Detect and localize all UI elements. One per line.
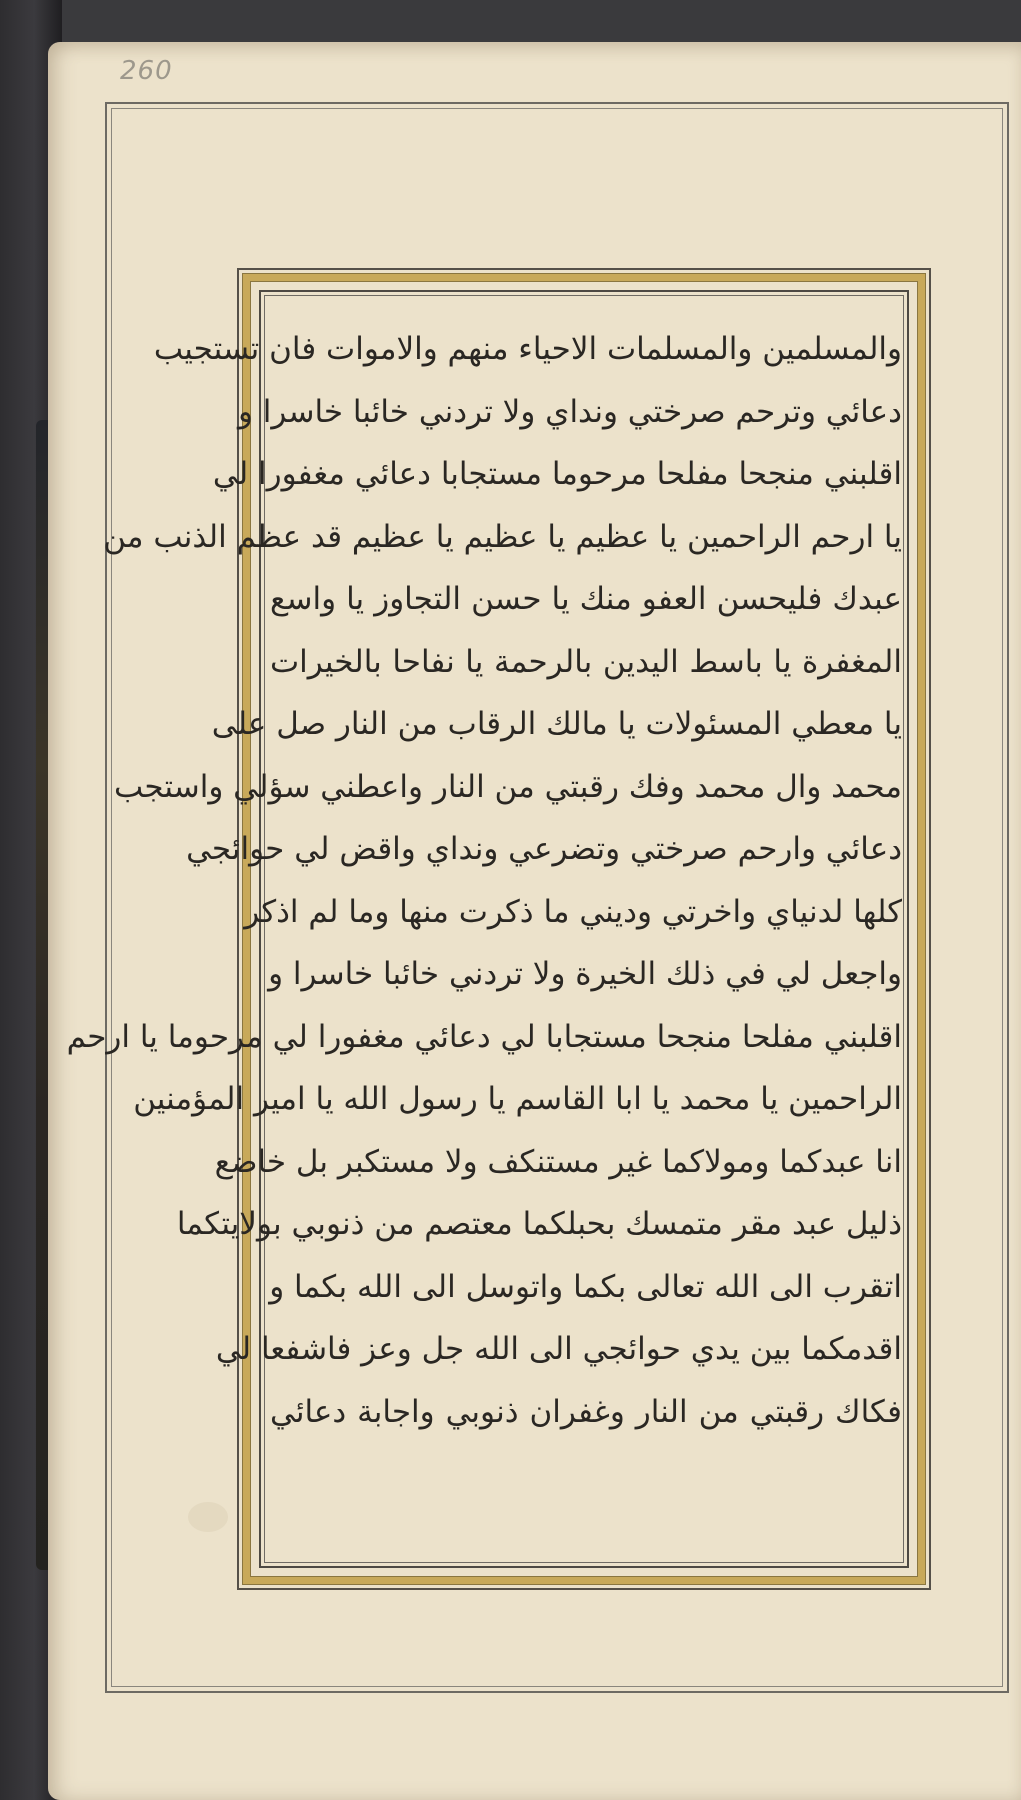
folio-number: 260 [120, 56, 173, 86]
text-line: دعائي وارحم صرختي وتضرعي ونداي واقض لي حوائجي [186, 831, 902, 867]
text-line: اتقرب الى الله تعالى بكما واتوسل الى الله بكما و [269, 1268, 902, 1305]
text-line: محمد وال محمد وفك رقبتي من النار واعطني سؤلي واستجب [113, 768, 902, 805]
text-line: عبدك فليحسن العفو منك يا حسن التجاوز يا واسع [270, 581, 902, 617]
text-block [66, 318, 902, 1566]
text-line: انا عبدكما ومولاكما غير مستنكف ولا مستكبر بل خاضع [214, 1143, 902, 1180]
text-line: ذليل عبد مقر متمسك بحبلكما معتصم من ذنوبي بولايتكما [176, 1206, 902, 1242]
text-line: اقلبني مفلحا منجحا مستجابا لي دعائي مغفورا لي مرحوما يا ارحم [66, 1018, 902, 1055]
text-line: الراحمين يا محمد يا ابا القاسم يا رسول الله يا امير المؤمنين [133, 1081, 902, 1117]
text-line: والمسلمين والمسلمات الاحياء منهم والاموات فان تستجيب [153, 331, 902, 367]
text-line: المغفرة يا باسط اليدين بالرحمة يا نفاحا بالخيرات [270, 643, 902, 680]
text-line: اقلبني منجحا مفلحا مرحوما مستجابا دعائي مغفورا لي [212, 456, 902, 492]
text-line: دعائي وترحم صرختي ونداي ولا تردني خائبا خاسرا و [237, 393, 902, 430]
text-line: فكاك رقبتي من النار وغفران ذنوبي واجابة دعائي [270, 1393, 902, 1430]
text-line: كلها لدنياي واخرتي وديني ما ذكرت منها وما لم اذكر [244, 893, 902, 930]
text-line: يا ارحم الراحمين يا عظيم يا عظيم يا عظيم قد عظم الذنب من [103, 518, 902, 555]
text-line: واجعل لي في ذلك الخيرة ولا تردني خائبا خاسرا و [268, 956, 902, 992]
text-line: اقدمكما بين يدي حوائجي الى الله جل وعز فاشفعا لي [215, 1331, 902, 1367]
text-line: يا معطي المسئولات يا مالك الرقاب من النار صل على [211, 706, 902, 742]
